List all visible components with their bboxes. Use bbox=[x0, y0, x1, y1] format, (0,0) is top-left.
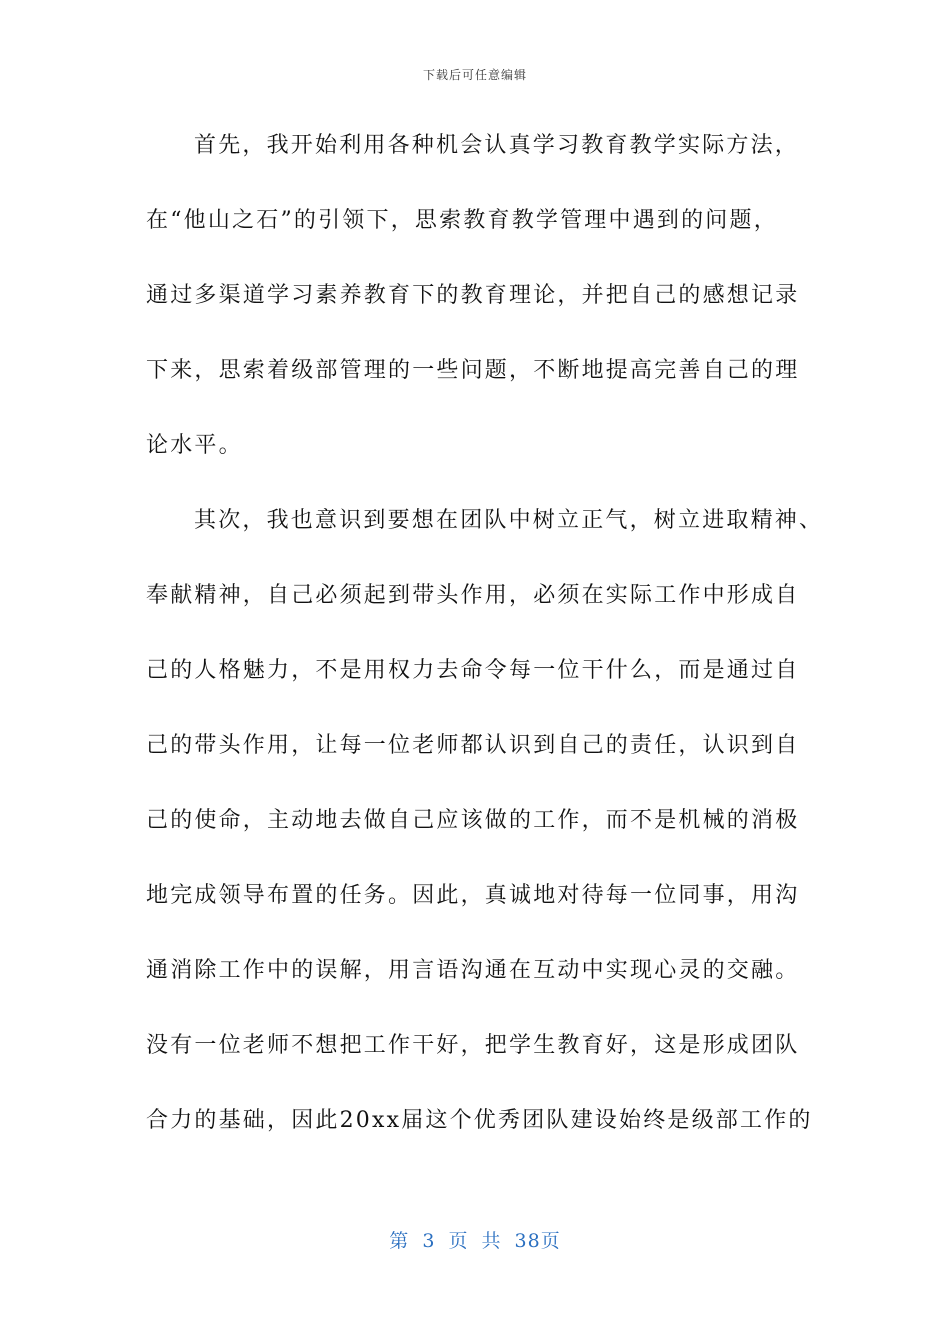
page-header: 下载后可任意编辑 bbox=[422, 68, 527, 82]
text-line: 其次，我也意识到要想在团队中树立正气，树立进取精神、 bbox=[194, 508, 824, 533]
text-line: 通过多渠道学习素养教育下的教育理论，并把自己的感想记录 bbox=[146, 283, 800, 308]
text-line: 没有一位老师不想把工作干好，把学生教育好，这是形成团队 bbox=[146, 1033, 800, 1058]
text-line: 下来，思索着级部管理的一些问题，不断地提高完善自己的理 bbox=[146, 358, 800, 383]
text-line: 合力的基础，因此20xx届这个优秀团队建设始终是级部工作的 bbox=[146, 1108, 813, 1133]
page-number: 第 3 页 共 38页 bbox=[389, 1230, 561, 1252]
text-line: 己的人格魅力，不是用权力去命令每一位干什么，而是通过自 bbox=[146, 658, 800, 683]
document-body bbox=[146, 126, 824, 1176]
text-line: 己的使命，主动地去做自己应该做的工作，而不是机械的消极 bbox=[146, 808, 800, 833]
text-line: 论水平。 bbox=[146, 433, 243, 458]
text-line: 地完成领导布置的任务。因此，真诚地对待每一位同事，用沟 bbox=[146, 883, 800, 908]
text-line: 己的带头作用，让每一位老师都认识到自己的责任，认识到自 bbox=[146, 733, 800, 758]
text-line: 通消除工作中的误解，用言语沟通在互动中实现心灵的交融。 bbox=[146, 958, 800, 983]
text-line: 奉献精神，自己必须起到带头作用，必须在实际工作中形成自 bbox=[146, 583, 800, 608]
text-line: 在“他山之石”的引领下，思索教育教学管理中遇到的问题， bbox=[146, 208, 778, 233]
text-line: 首先，我开始利用各种机会认真学习教育教学实际方法， bbox=[194, 133, 800, 158]
